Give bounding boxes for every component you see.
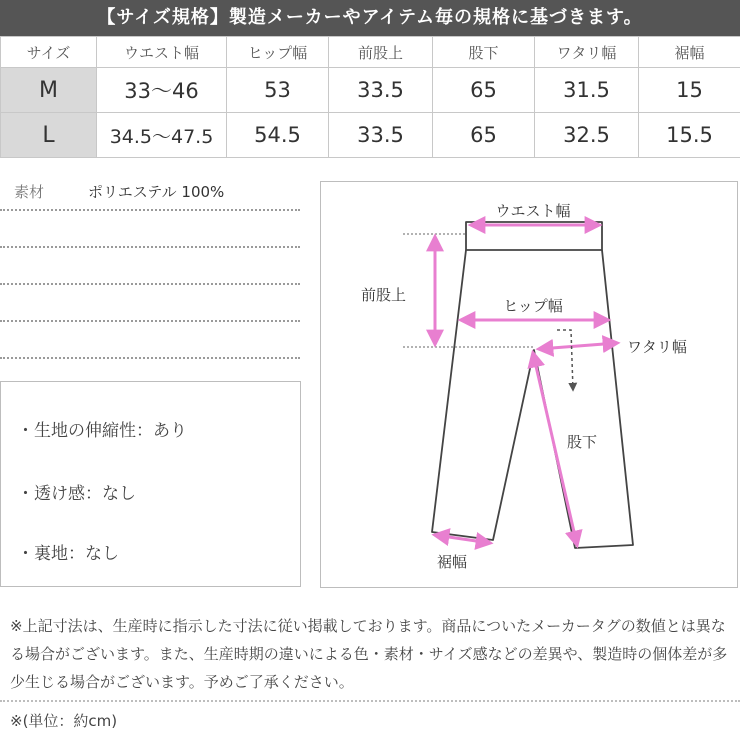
label-waist: ウエスト幅	[495, 202, 571, 220]
fabric-properties-box	[0, 381, 301, 587]
table-cell: 65	[433, 68, 535, 113]
header-hip: ヒップ幅	[227, 37, 329, 68]
divider	[0, 319, 300, 322]
table-cell: 53	[227, 68, 329, 113]
material-value: ポリエステル 100%	[88, 183, 225, 201]
header-waist: ウエスト幅	[97, 37, 227, 68]
property-stretch: ・生地の伸縮性：あり	[17, 421, 187, 441]
pants-outline	[432, 222, 633, 548]
divider	[0, 282, 300, 285]
table-cell: 32.5	[535, 113, 639, 158]
table-cell: 33.5	[329, 113, 433, 158]
header-thigh: ワタリ幅	[535, 37, 639, 68]
header-size: サイズ	[1, 37, 97, 68]
table-cell: 33〜46	[97, 68, 227, 113]
table-cell: 33.5	[329, 68, 433, 113]
divider	[0, 245, 300, 248]
label-inseam: 股下	[567, 433, 598, 451]
table-header-row	[1, 37, 740, 68]
label-hip: ヒップ幅	[503, 297, 563, 315]
unit-note: ※(単位：約cm)	[10, 712, 118, 730]
size-table	[0, 36, 740, 158]
table-cell: 31.5	[535, 68, 639, 113]
pants-illustration	[321, 182, 737, 587]
pants-measurement-diagram	[320, 181, 738, 588]
table-cell: 34.5〜47.5	[97, 113, 227, 158]
table-cell: 15.5	[639, 113, 740, 158]
table-cell: 65	[433, 113, 535, 158]
property-lining: ・裏地：なし	[17, 544, 119, 564]
label-thigh: ワタリ幅	[627, 338, 687, 356]
header-rise: 前股上	[329, 37, 433, 68]
header-inseam: 股下	[433, 37, 535, 68]
divider	[0, 208, 300, 211]
header-hem: 裾幅	[639, 37, 740, 68]
row-size-label: M	[1, 68, 97, 113]
divider	[0, 700, 740, 702]
material-label: 素材	[14, 183, 45, 201]
table-row	[1, 68, 740, 113]
page-title: 【サイズ規格】製造メーカーやアイテム毎の規格に基づきます。	[0, 0, 740, 36]
row-size-label: L	[1, 113, 97, 158]
property-sheerness: ・透け感：なし	[17, 484, 136, 504]
size-disclaimer-note: ※上記寸法は、生産時に指示した寸法に従い掲載しております。商品についたメーカータグの数値とは異なる場合がございます。また、生産時期の違いによる色・素材・サイズ感などの差異や、製造時の個体差が多少生じる場合がございます。予めご了承ください。	[10, 617, 728, 691]
table-cell: 15	[639, 68, 740, 113]
divider	[0, 356, 300, 359]
label-rise: 前股上	[361, 286, 407, 304]
table-row	[1, 113, 740, 158]
label-hem: 裾幅	[437, 553, 468, 571]
table-cell: 54.5	[227, 113, 329, 158]
